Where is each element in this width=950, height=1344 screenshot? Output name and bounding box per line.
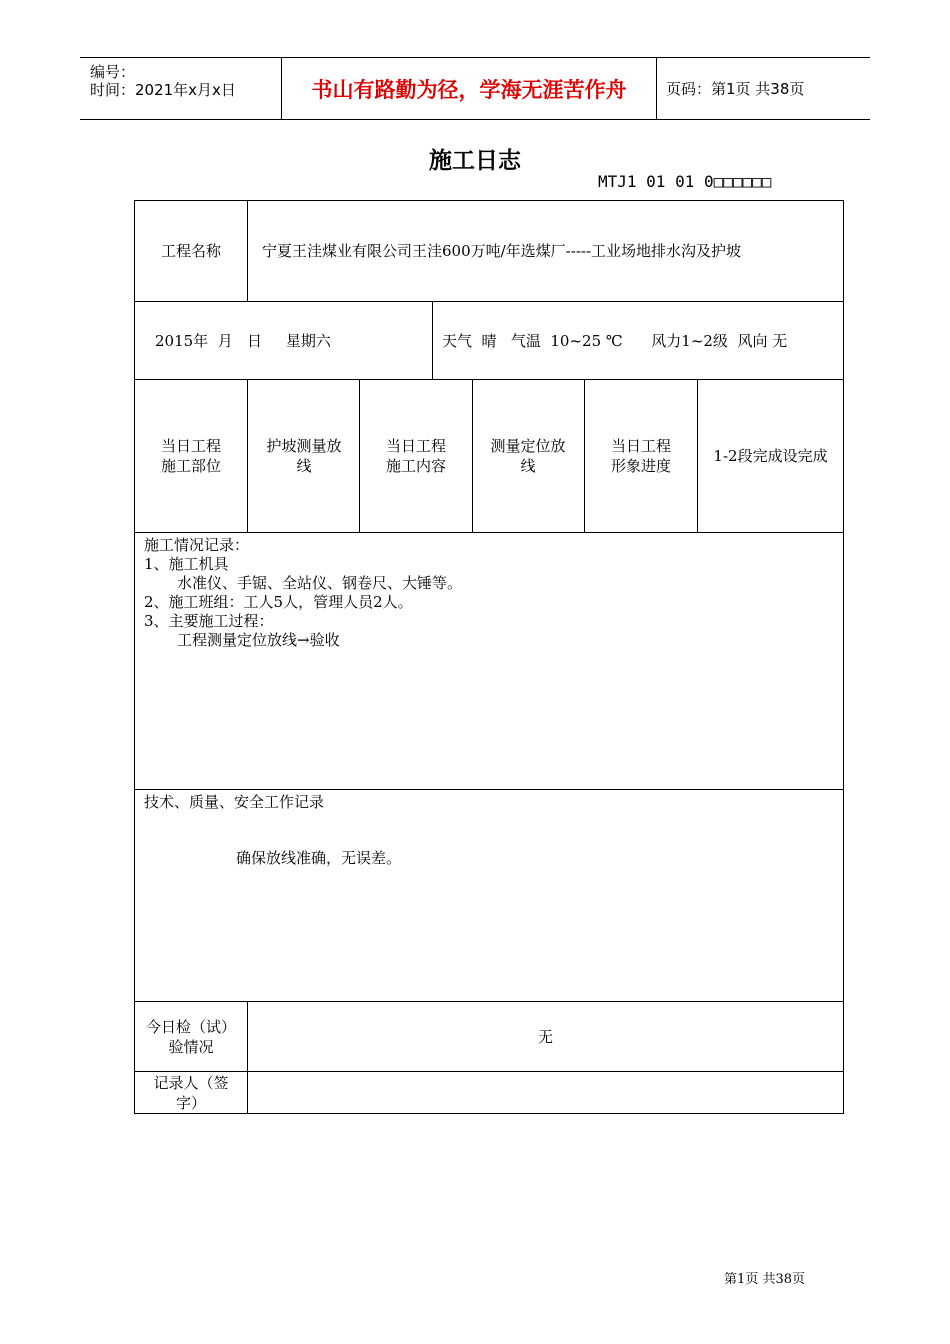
page-footer: 第1页 共38页 [724,1272,805,1287]
recorder-signature[interactable] [248,1072,843,1113]
document-time-label: 时间：2021年x月x日 [90,81,236,99]
header-meta [80,58,282,119]
progress-label: 当日工程形象进度 [610,437,671,475]
document-code: MTJ1 01 01 0□□□□□□ [598,172,772,191]
construction-content-label: 当日工程施工内容 [385,437,446,475]
header-motto: 书山有路勤为径，学海无涯苦作舟 [282,58,657,119]
construction-log-table [134,200,844,1114]
record-title: 施工情况记录： [144,536,250,554]
inspection-label: 今日检（试）验情况 [145,1017,236,1056]
page-title: 施工日志 [429,148,521,174]
record-line: 2、施工班组：工人5人，管理人员2人。 [144,593,413,611]
document-number-label: 编号： [90,63,136,81]
construction-part-value: 护坡测量放线 [266,437,342,475]
construction-part-label: 当日工程施工部位 [160,437,221,475]
construction-content-value: 测量定位放线 [490,437,566,475]
record-line: 工程测量定位放线→验收 [177,631,340,649]
weather-info: 天气 晴 气温 10~25 ℃ 风力1~2级 风向 无 [442,331,788,350]
page-header [80,57,870,120]
inspection-value: 无 [537,1027,553,1046]
header-page-number: 页码：第1页 共38页 [666,80,805,98]
tech-record-title: 技术、质量、安全工作记录 [144,793,325,811]
project-name-label: 工程名称 [160,242,221,260]
record-line: 1、施工机具 [144,555,229,573]
record-line: 水准仪、手锯、全站仪、钢卷尺、大锤等。 [177,574,463,592]
progress-value: 1-2段完成设完成 [713,447,828,465]
record-line: 3、主要施工过程： [144,612,274,630]
tech-record-text: 确保放线准确，无误差。 [236,849,402,867]
project-name-value: 宁夏王洼煤业有限公司王洼600万吨/年选煤厂-----工业场地排水沟及护坡 [262,242,742,260]
recorder-label: 记录人（签字） [153,1073,229,1112]
log-date: 2015年 月 日 星期六 [155,331,331,350]
